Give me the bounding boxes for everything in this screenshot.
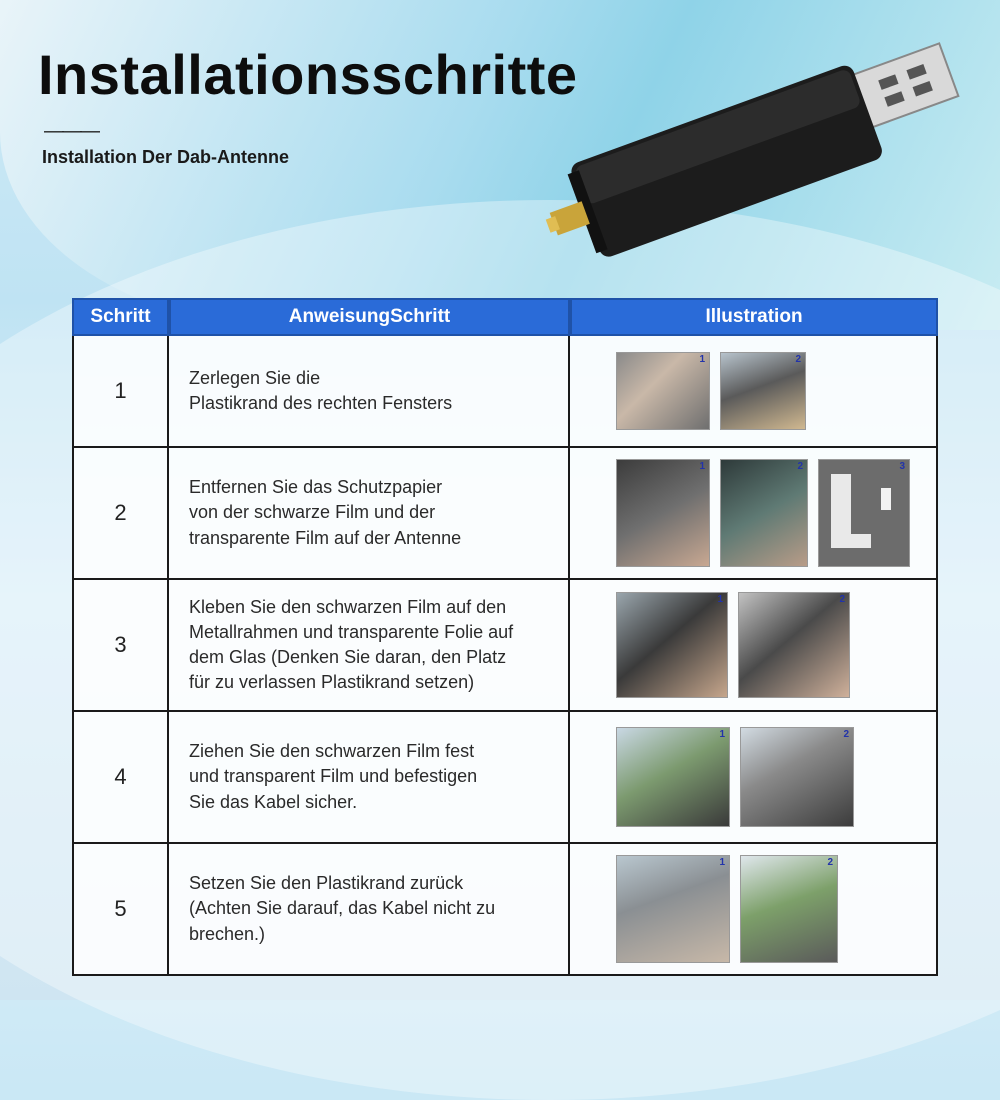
step-instruction: Entfernen Sie das Schutzpapier von der schwarze Film und der transparente Film auf der Antenne bbox=[169, 448, 570, 578]
photo-image: 2 bbox=[720, 459, 808, 567]
step-illustration bbox=[570, 448, 936, 578]
step-illustration bbox=[570, 844, 936, 974]
photo-image: 1 bbox=[616, 727, 730, 827]
page-subtitle: Installation Der Dab-Antenne bbox=[42, 147, 290, 167]
photo-image: 2 bbox=[720, 352, 806, 430]
photo-image: 2 bbox=[740, 855, 838, 963]
photo-image: 1 bbox=[616, 855, 730, 963]
header-step: Schritt bbox=[72, 298, 169, 336]
installation-table bbox=[72, 298, 938, 976]
step-instruction: Ziehen Sie den schwarzen Film fest und transparent Film und befestigen Sie das Kabel sicher. bbox=[169, 712, 570, 842]
table-row bbox=[72, 712, 938, 844]
step-instruction: Setzen Sie den Plastikrand zurück (Achten Sie darauf, das Kabel nicht zu brechen.) bbox=[169, 844, 570, 974]
photo-image: 3 bbox=[818, 459, 910, 567]
photo-image: 1 bbox=[616, 352, 710, 430]
step-number: 2 bbox=[74, 448, 169, 578]
table-row bbox=[72, 580, 938, 712]
photo-image: 1 bbox=[616, 459, 710, 567]
step-number: 3 bbox=[74, 580, 169, 710]
step-number: 1 bbox=[74, 336, 169, 446]
table-row bbox=[72, 844, 938, 976]
step-instruction: Kleben Sie den schwarzen Film auf den Metallrahmen und transparente Folie auf dem Glas (Denken Sie daran, den Platz für zu verlassen Plastikrand setzen) bbox=[169, 580, 570, 710]
photo-image: 2 bbox=[738, 592, 850, 698]
step-illustration bbox=[570, 712, 936, 842]
antenna-film-icon bbox=[819, 460, 909, 566]
photo-image: 1 bbox=[616, 592, 728, 698]
header-instruction: AnweisungSchritt bbox=[169, 298, 570, 336]
table-header bbox=[72, 298, 938, 336]
usb-dongle-icon bbox=[540, 40, 980, 290]
page-title: Installationsschritte bbox=[38, 43, 578, 106]
step-number: 5 bbox=[74, 844, 169, 974]
step-illustration bbox=[570, 580, 936, 710]
title-dash: ——— bbox=[44, 120, 98, 142]
step-instruction: Zerlegen Sie die Plastikrand des rechten Fensters bbox=[169, 336, 570, 446]
table-row bbox=[72, 448, 938, 580]
step-illustration bbox=[570, 336, 936, 446]
photo-image: 2 bbox=[740, 727, 854, 827]
header-illustration: Illustration bbox=[570, 298, 938, 336]
step-number: 4 bbox=[74, 712, 169, 842]
table-row bbox=[72, 336, 938, 448]
